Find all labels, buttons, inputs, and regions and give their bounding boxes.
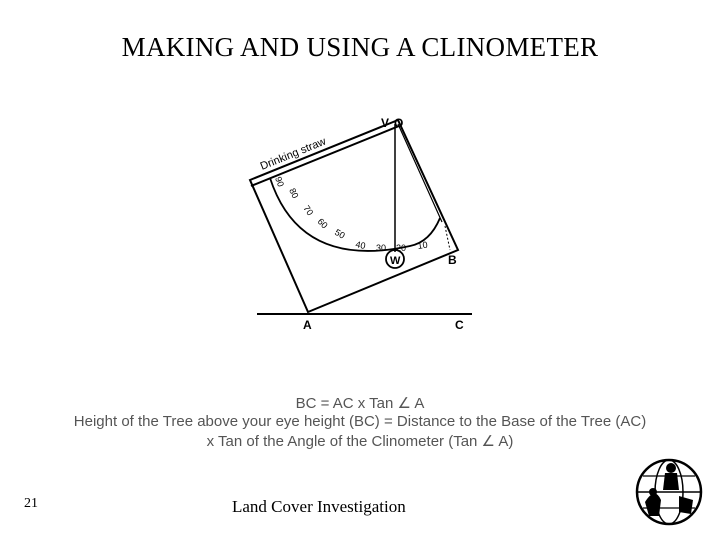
globe-logo-icon: [633, 456, 705, 528]
label-b: B: [448, 253, 457, 267]
scale-label-70: 70: [301, 203, 316, 218]
scale-label-60: 60: [315, 216, 330, 231]
scale-label-40: 40: [354, 239, 367, 252]
slide-title: MAKING AND USING A CLINOMETER: [121, 32, 599, 62]
scale-label-80: 80: [287, 186, 301, 200]
clinometer-diagram: [235, 105, 485, 340]
scale-label-50: 50: [333, 227, 347, 241]
formula-explanation-continued: x Tan of the Angle of the Clinometer (Tan ∠ A): [206, 433, 514, 450]
diagonal-line: [398, 124, 442, 222]
scale-label-90: 90: [273, 175, 286, 189]
label-a: A: [303, 318, 312, 332]
straw-label: Drinking straw: [258, 135, 328, 173]
scale-label-30: 30: [376, 243, 387, 253]
scale-label-10: 10: [416, 239, 429, 251]
footer-text: Land Cover Investigation: [232, 497, 406, 516]
label-c: C: [455, 318, 464, 332]
formula-equation: BC = AC x Tan ∠ A: [295, 395, 425, 412]
formula-explanation: Height of the Tree above your eye height (BC) = Distance to the Base of the Tree (AC): [73, 413, 647, 430]
slide-number: 21: [24, 496, 38, 511]
label-v: V: [381, 116, 390, 130]
clinometer-board: [250, 120, 458, 312]
label-w: W: [390, 255, 401, 267]
label-o: O: [394, 116, 404, 130]
scale-label-20: 20: [396, 243, 407, 253]
